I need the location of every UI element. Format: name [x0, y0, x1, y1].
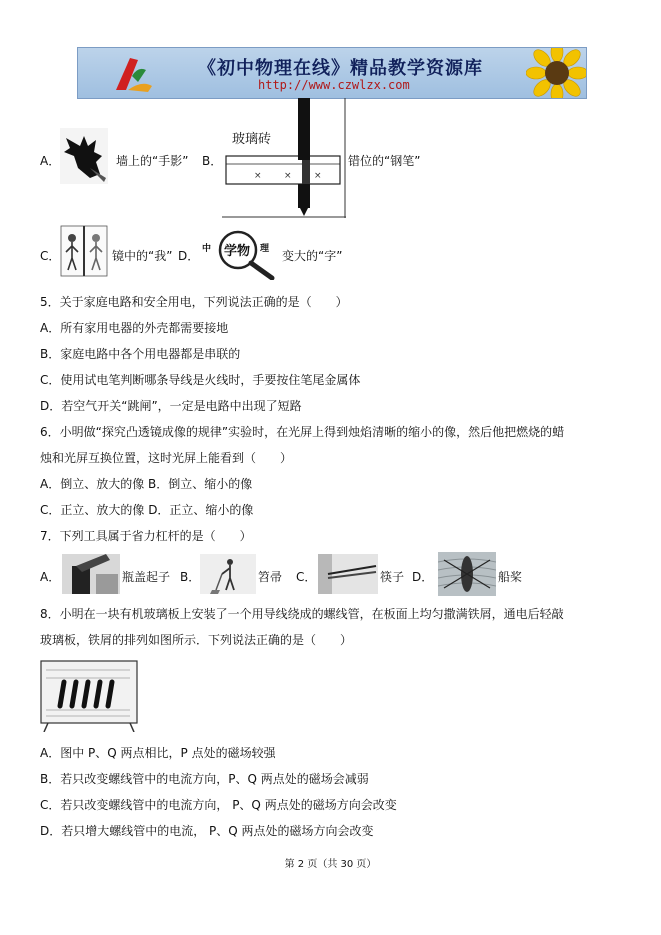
q4-option-c-text: 镜中的“我” — [112, 249, 173, 263]
q8-option-d: D．若只增大螺线管中的电流， P、Q 两点处的磁场方向会改变 — [40, 824, 374, 838]
q4-option-d-text: 变大的“字” — [282, 249, 343, 263]
q4-option-b-letter: B． — [202, 154, 223, 168]
q7-option-d-letter: D． — [412, 570, 434, 584]
q4-glass-pen-image — [222, 98, 346, 218]
page-number-footer: 第 2 页（共 30 页） — [284, 859, 377, 870]
q7-broom-image — [200, 554, 256, 594]
banner-url[interactable]: http://www.czwlzx.com — [258, 78, 410, 92]
q5-option-c: C．使用试电笔判断哪条导线是火线时，手要按住笔尾金属体 — [40, 373, 361, 387]
q6-options-ab: A．倒立、放大的像 B．倒立、缩小的像 — [40, 477, 253, 491]
banner-title: 《初中物理在线》精品教学资源库 — [198, 58, 483, 79]
svg-text:×: × — [314, 171, 322, 181]
q6-stem-line1: 6．小明做“探究凸透镜成像的规律”实验时，在光屏上得到烛焰清晰的缩小的像，然后他把燃烧的蜡 — [40, 425, 565, 439]
q8-stem-line1: 8．小明在一块有机玻璃板上安装了一个用导线绕成的螺线管，在板面上均匀撒满铁屑，通电后轻敲 — [40, 607, 564, 621]
q7-option-c-text: 筷子 — [380, 570, 405, 584]
q7-chopsticks-image — [318, 554, 378, 594]
q8-stem-line2: 玻璃板，铁屑的排列如图所示．下列说法正确的是（ ） — [40, 633, 353, 647]
header-banner — [77, 47, 587, 99]
logo-icon — [108, 52, 168, 94]
q5-option-d: D．若空气开关“跳闸”，一定是电路中出现了短路 — [40, 399, 302, 413]
q4-magnifier-right-text: 理 — [260, 244, 270, 254]
svg-text:×: × — [284, 171, 292, 181]
q4-magnifier-left-text: 中 — [202, 244, 212, 254]
q7-stem: 7．下列工具属于省力杠杆的是（ ） — [40, 529, 252, 543]
q7-option-b-letter: B． — [180, 570, 201, 584]
q7-bottle-opener-image — [62, 554, 120, 594]
q4-option-d-letter: D． — [178, 249, 200, 263]
q4-magnifier-image — [200, 228, 280, 280]
q4-magnifier-center-text: 学物 — [224, 244, 251, 259]
q7-option-a-text: 瓶盖起子 — [122, 570, 171, 584]
sunflower-image — [526, 47, 587, 99]
q4-option-b-text: 错位的“钢笔” — [348, 154, 421, 168]
q7-option-b-text: 笤帚 — [258, 570, 283, 584]
q4-glass-label: 玻璃砖 — [232, 132, 272, 147]
q4-hand-shadow-image — [60, 128, 108, 184]
q6-stem-line2: 烛和光屏互换位置，这时光屏上能看到（ ） — [40, 451, 293, 465]
q5-option-b: B．家庭电路中各个用电器都是串联的 — [40, 347, 241, 361]
q5-option-a: A．所有家用电器的外壳都需要接地 — [40, 321, 229, 335]
q8-option-a: A．图中 P、Q 两点相比，P 点处的磁场较强 — [40, 746, 276, 760]
q6-options-cd: C．正立、放大的像 D．正立、缩小的像 — [40, 503, 254, 517]
q7-option-c-letter: C． — [296, 570, 317, 584]
svg-text:×: × — [254, 171, 262, 181]
q4-option-a-text: 墙上的“手影” — [116, 154, 189, 168]
q8-solenoid-iron-filings-image — [40, 660, 138, 732]
q4-option-c-letter: C． — [40, 249, 61, 263]
q5-stem: 5．关于家庭电路和安全用电，下列说法正确的是（ ） — [40, 295, 348, 309]
q7-option-a-letter: A． — [40, 570, 61, 584]
q7-option-d-text: 船桨 — [498, 570, 523, 584]
q8-option-c: C．若只改变螺线管中的电流方向， P、Q 两点处的磁场方向会改变 — [40, 798, 397, 812]
q7-oar-image — [438, 552, 496, 596]
q4-option-a-letter: A． — [40, 154, 61, 168]
q4-mirror-image — [60, 224, 110, 278]
q8-option-b: B．若只改变螺线管中的电流方向，P、Q 两点处的磁场会减弱 — [40, 772, 369, 786]
